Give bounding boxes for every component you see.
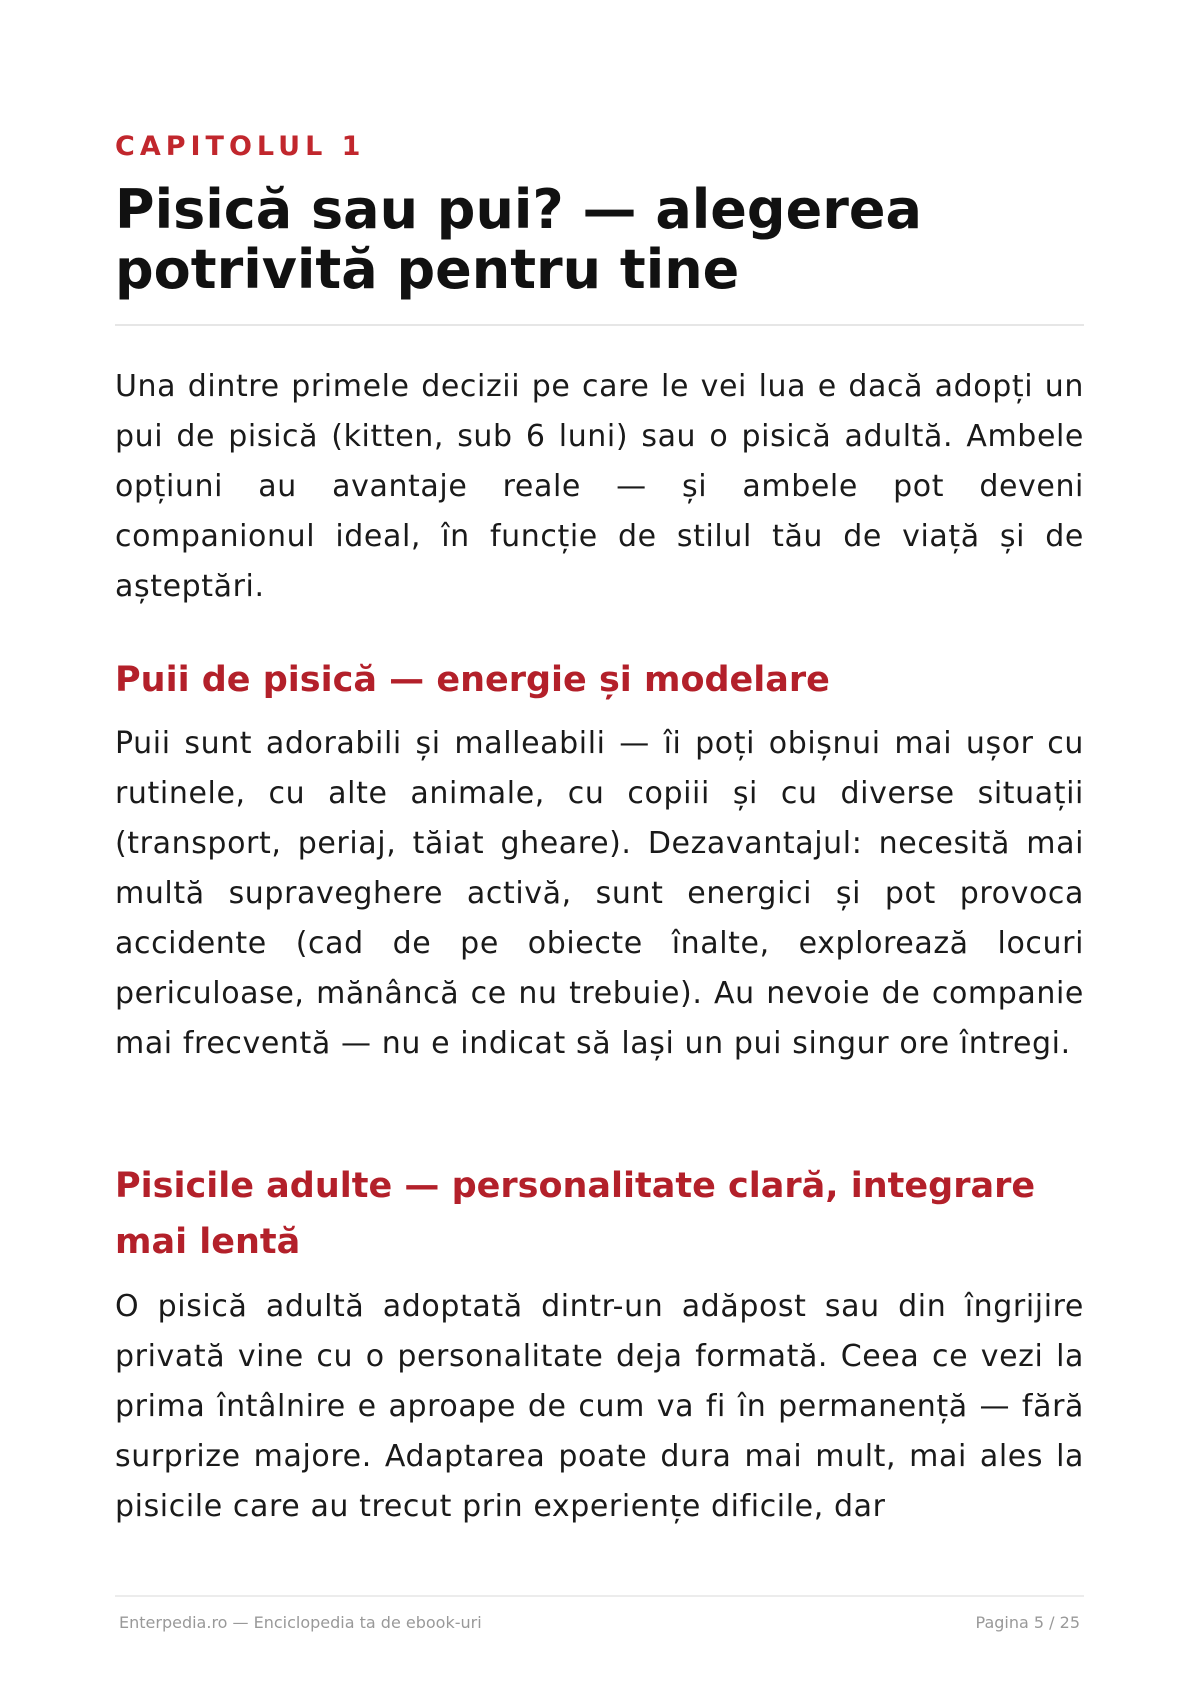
section-heading-adult-cats: Pisicile adulte — personalitate clară, integrare mai lentă <box>115 1166 1036 1262</box>
title-divider <box>115 324 1084 326</box>
section-heading-kittens: Puii de pisică — energie și modelare <box>115 660 830 700</box>
footer-divider <box>115 1595 1084 1597</box>
footer-site-name: Enterpedia.ro — Enciclopedia ta de ebook-uri <box>119 1613 482 1632</box>
document-page <box>115 0 1084 1683</box>
footer-page-number: Pagina 5 / 25 <box>975 1613 1080 1632</box>
chapter-title: Pisică sau pui? — alegerea potrivită pentru tine <box>115 178 922 301</box>
intro-paragraph: Una dintre primele decizii pe care le vei lua e dacă adopți un pui de pisică (kitten, sub 6 luni) sau o pisică adultă. Ambele opțiuni au avantaje reale — și ambele pot deveni companionul ideal, în funcție de stilul tău de viață și de așteptări. <box>115 369 1084 604</box>
section-body-kittens: Puii sunt adorabili și malleabili — îi poți obișnui mai ușor cu rutinele, cu alte animale, cu copiii și cu diverse situații (transport, periaj, tăiat gheare). Dezavantajul: necesită mai multă supraveghere activă, sunt energici și pot provoca accidente (cad de pe obiecte înalte, explorează locuri periculoase, mănâncă ce nu trebuie). Au nevoie de companie mai frecventă — nu e indicat să lași un pui singur ore întregi. <box>115 726 1084 1061</box>
chapter-label: CAPITOLUL 1 <box>115 131 366 162</box>
section-body-adult-cats: O pisică adultă adoptată dintr-un adăpost sau din îngrijire privată vine cu o personalitate deja formată. Ceea ce vezi la prima întâlnire e aproape de cum va fi în permanență — fără surprize majore. Adaptarea poate dura mai mult, mai ales la pisicile care au trecut prin experiențe dificile, dar <box>115 1289 1084 1524</box>
